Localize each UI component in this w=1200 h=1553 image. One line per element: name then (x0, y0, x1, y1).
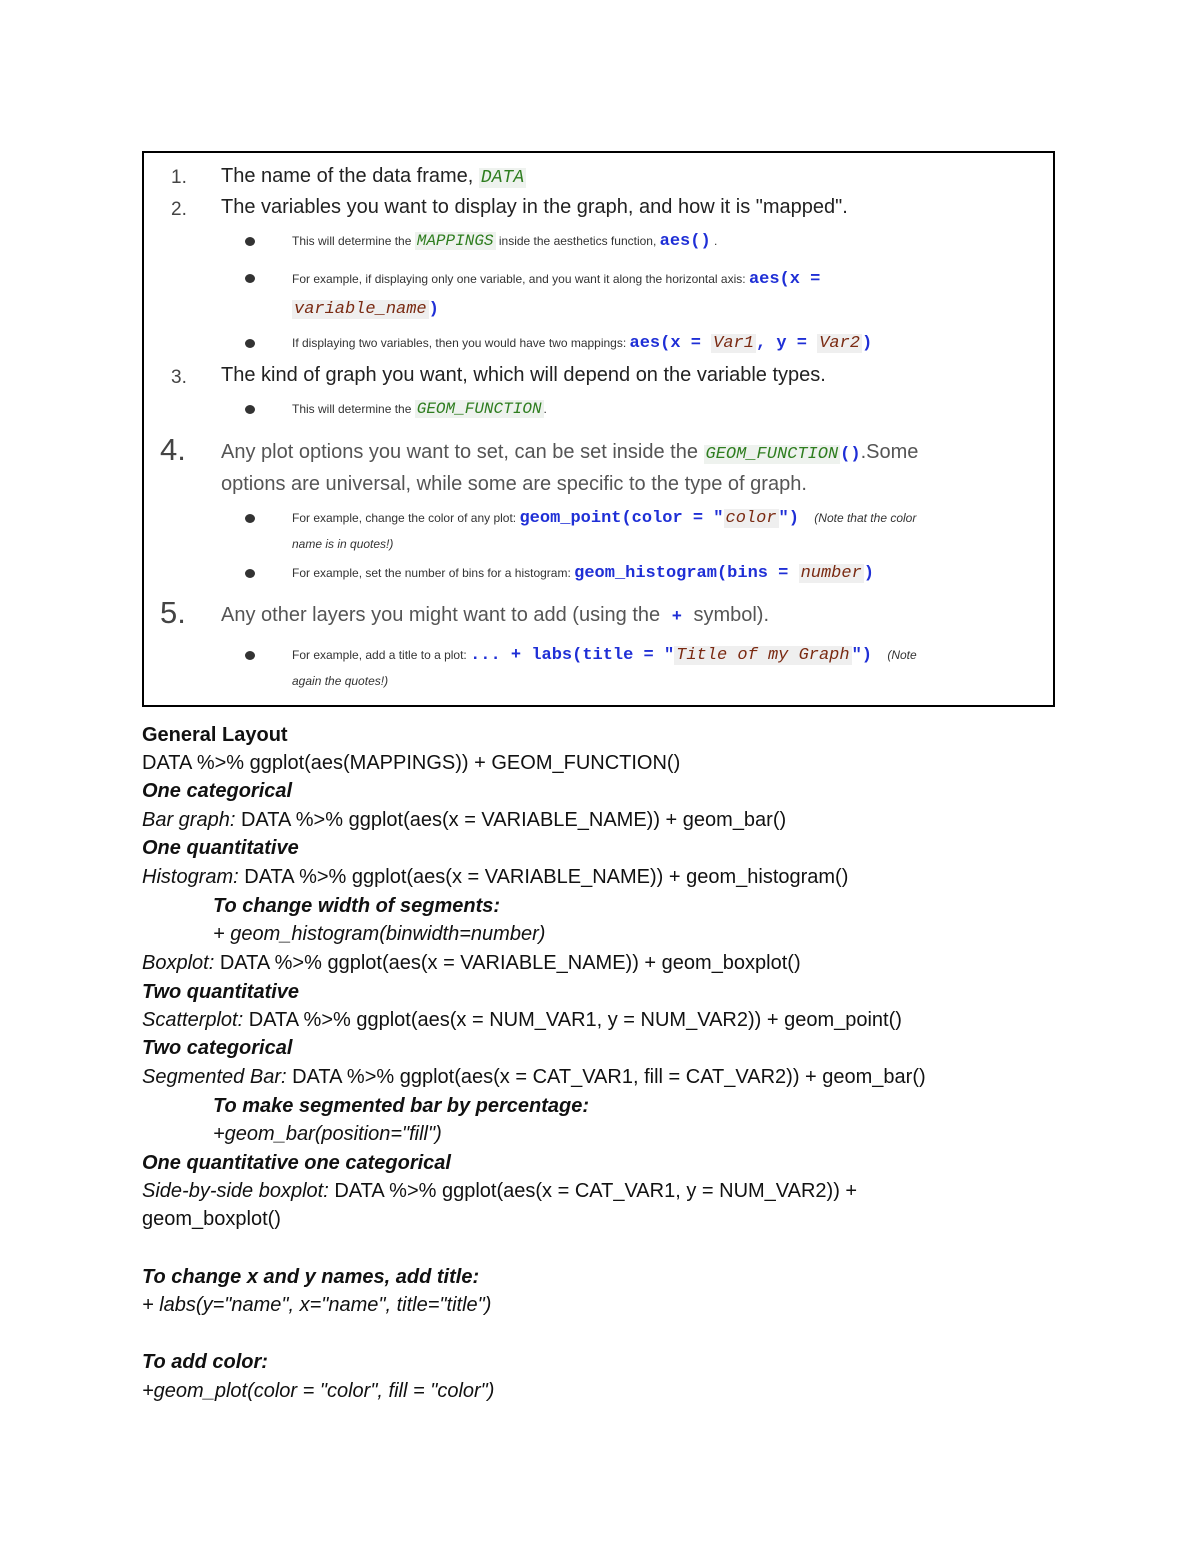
item-4-label: Any plot options you want to set, can be set inside the (221, 441, 704, 463)
boxplot-line (142, 952, 801, 975)
aes-x-code: aes(x = (748, 270, 821, 289)
side-by-side-code-2: geom_boxplot() (142, 1208, 281, 1230)
bullet-text: This will determine the (292, 234, 415, 248)
quant-cat-heading: One quantitative one categorical (142, 1152, 451, 1174)
percentage-heading: To make segmented bar by percentage: (213, 1095, 590, 1117)
close-paren: ") (778, 509, 799, 528)
bullet-3-1 (292, 400, 547, 418)
bullet-icon (245, 651, 255, 660)
general-layout-heading: General Layout (142, 724, 288, 746)
segmented-bar-line (142, 1066, 926, 1089)
aes-code: aes() (659, 232, 711, 251)
names-heading: To change x and y names, add title: (142, 1266, 480, 1288)
note-text: (Note (887, 648, 917, 662)
histogram-label: Histogram: (142, 866, 239, 888)
var1-code: Var1 (713, 334, 754, 353)
note-text: (Note that the color (814, 511, 917, 525)
bar-graph-label: Bar graph: (142, 809, 236, 831)
bullet-text: . (543, 402, 547, 416)
item-4-text (221, 441, 918, 464)
item-3-number: 3. (171, 367, 187, 388)
bar-graph-line (142, 809, 786, 832)
general-layout-code: DATA %>% ggplot(aes(MAPPINGS)) + GEOM_FUNCTION() (142, 752, 681, 774)
boxplot-code: DATA %>% ggplot(aes(x = VARIABLE_NAME)) + geom_boxplot() (214, 952, 801, 974)
item-5-label: Any other layers you might want to add (using the (221, 604, 666, 626)
one-quantitative-heading: One quantitative (142, 837, 299, 859)
item-4-number: 4. (160, 432, 186, 467)
side-by-side-line (142, 1180, 857, 1203)
item-2-number: 2. (171, 199, 187, 220)
bullet-text: For example, set the number of bins for a histogram: (292, 566, 575, 580)
aes-code: aes(x = (629, 334, 712, 353)
item-5-label: symbol). (687, 604, 770, 626)
color-heading: To add color: (142, 1351, 268, 1373)
y-code: , y = (755, 334, 818, 353)
mappings-code: MAPPINGS (416, 232, 494, 250)
scatterplot-line (142, 1009, 902, 1032)
bullet-5-1-line2: again the quotes!) (292, 674, 389, 688)
close-paren: ) (862, 334, 873, 353)
one-categorical-heading: One categorical (142, 780, 293, 802)
bullet-icon (245, 274, 255, 283)
item-5-text (221, 604, 769, 627)
var2-code: Var2 (819, 334, 860, 353)
item-3-text: The kind of graph you want, which will depend on the variable types. (221, 364, 826, 386)
geom-function-code: GEOM_FUNCTION (705, 445, 839, 464)
color-code: color (725, 509, 777, 528)
geom-histogram-code: geom_histogram(bins = (574, 564, 799, 583)
color-code: +geom_plot(color = "color", fill = "color") (142, 1380, 495, 1402)
labs-code: ... + labs(title = " (470, 646, 675, 665)
bullet-5-1 (292, 646, 917, 665)
histogram-line (142, 866, 848, 889)
segmented-bar-label: Segmented Bar: (142, 1066, 287, 1088)
item-1-number: 1. (171, 167, 187, 188)
geom-function-code: GEOM_FUNCTION (416, 400, 542, 418)
bullet-2-1 (292, 232, 717, 251)
close-paren: ) (863, 564, 874, 583)
width-code: + geom_histogram(binwidth=number) (213, 923, 546, 945)
bullet-2-2-line2 (292, 298, 439, 319)
item-5-number: 5. (160, 595, 186, 630)
bullet-icon (245, 514, 255, 523)
boxplot-label: Boxplot: (142, 952, 215, 974)
histogram-code: DATA %>% ggplot(aes(x = VARIABLE_NAME)) + geom_histogram() (238, 866, 849, 888)
item-1-label: The name of the data frame, (221, 165, 479, 187)
width-heading: To change width of segments: (213, 895, 501, 917)
names-code: + labs(y="name", x="name", title="title") (142, 1294, 492, 1316)
bullet-4-2 (292, 564, 874, 583)
bullet-4-1 (292, 509, 916, 528)
percentage-code: +geom_bar(position="fill") (213, 1123, 442, 1145)
scatterplot-label: Scatterplot: (142, 1009, 244, 1031)
bullet-icon (245, 339, 255, 348)
item-4-label: .Some (860, 441, 919, 463)
bullet-2-3 (292, 334, 872, 353)
bullet-icon (245, 237, 255, 246)
scatterplot-code: DATA %>% ggplot(aes(x = NUM_VAR1, y = NUM_VAR2)) + geom_point() (243, 1009, 902, 1031)
close-paren: ) (428, 300, 439, 319)
paren-code: () (840, 445, 861, 464)
bullet-text: For example, if displaying only one variable, and you want it along the horizontal axis: (292, 272, 749, 286)
bullet-text: For example, change the color of any plot: (292, 511, 520, 525)
title-code: Title of my Graph (676, 646, 850, 665)
variable-name-code: variable_name (294, 300, 427, 319)
bullet-text: This will determine the (292, 402, 415, 416)
bullet-icon (245, 569, 255, 578)
close-paren: ") (851, 646, 872, 665)
two-quantitative-heading: Two quantitative (142, 981, 300, 1003)
bullet-4-1-line2: name is in quotes!) (292, 537, 394, 551)
bar-graph-code: DATA %>% ggplot(aes(x = VARIABLE_NAME)) + geom_bar() (235, 809, 787, 831)
bullet-text: inside the aesthetics function, (495, 234, 660, 248)
geom-point-code: geom_point(color = " (519, 509, 724, 528)
item-2-text: The variables you want to display in the graph, and how it is "mapped". (221, 196, 848, 218)
bullet-icon (245, 405, 255, 414)
side-by-side-code: DATA %>% ggplot(aes(x = CAT_VAR1, y = NUM_VAR2)) + (328, 1180, 858, 1202)
number-code: number (800, 564, 862, 583)
data-code: DATA (480, 168, 525, 188)
item-1-text (221, 165, 526, 188)
bullet-2-2 (292, 270, 820, 289)
two-categorical-heading: Two categorical (142, 1037, 293, 1059)
segmented-bar-code: DATA %>% ggplot(aes(x = CAT_VAR1, fill = CAT_VAR2)) + geom_bar() (286, 1066, 926, 1088)
plus-code: + (671, 608, 682, 627)
bullet-text: . (710, 234, 718, 248)
side-by-side-label: Side-by-side boxplot: (142, 1180, 329, 1202)
bullet-text: For example, add a title to a plot: (292, 648, 471, 662)
bullet-text: If displaying two variables, then you would have two mappings: (292, 336, 630, 350)
item-4-line2: options are universal, while some are specific to the type of graph. (221, 473, 807, 495)
